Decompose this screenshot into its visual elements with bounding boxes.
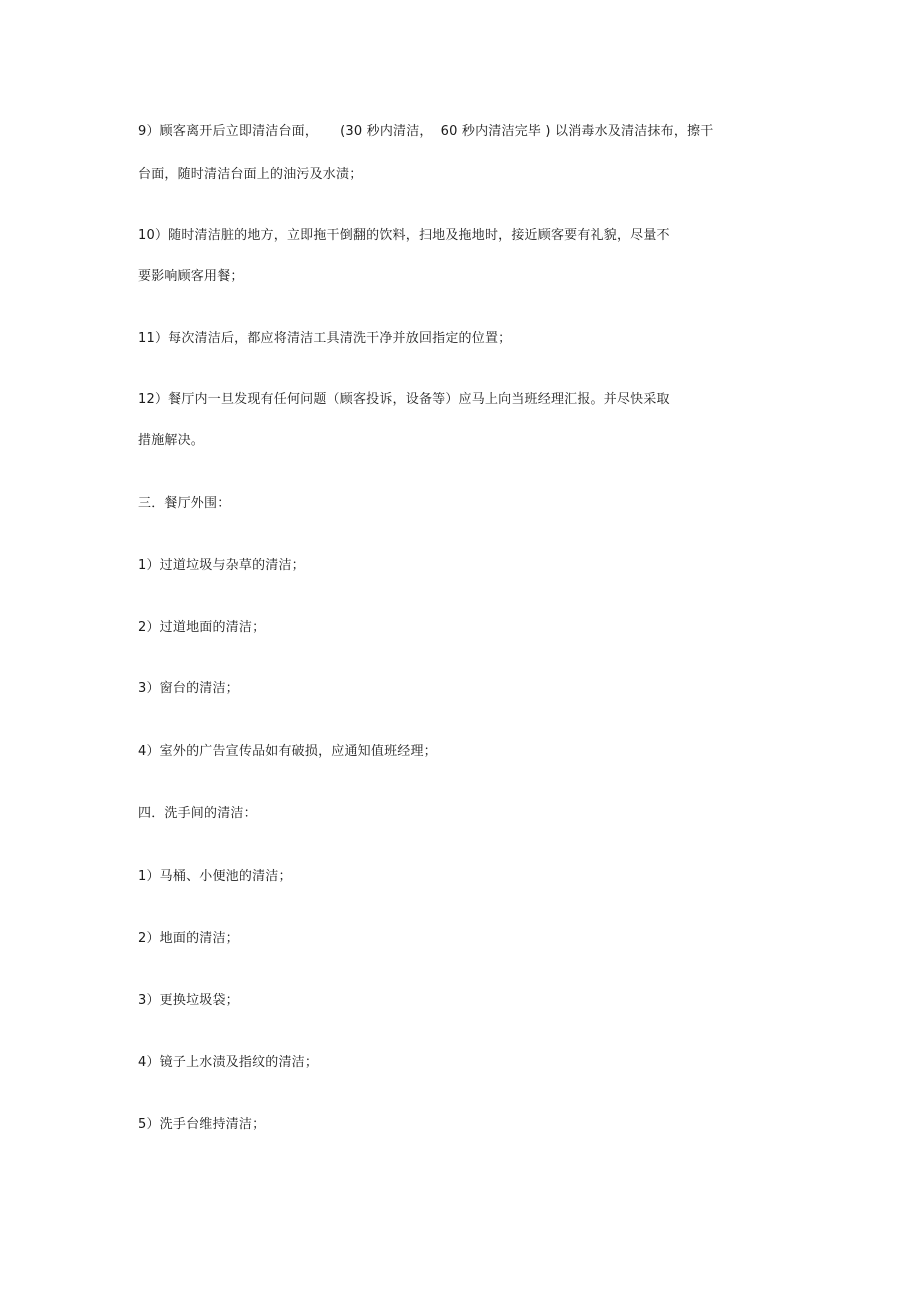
- item-9-text-b: (30 秒内清洁，: [340, 124, 433, 139]
- section-4-item-4: 4）镜子上水渍及指纹的清洁；: [138, 1055, 319, 1070]
- section-4-heading: 四．洗手间的清洁：: [138, 806, 257, 821]
- item-12-line-1: 12）餐厅内一旦发现有任何问题（顾客投诉，设备等）应马上向当班经理汇报。并尽快采取: [138, 392, 670, 407]
- section-4-item-3: 3）更换垃圾袋；: [138, 993, 239, 1008]
- item-9-line-1: [138, 123, 713, 141]
- section-4-item-1: 1）马桶、小便池的清洁；: [138, 869, 292, 884]
- section-3-item-3: 3）窗台的清洁；: [138, 681, 239, 696]
- section-4-item-5: 5）洗手台维持清洁；: [138, 1117, 266, 1132]
- item-9-text-c: 60 秒内清洁完毕 ) 以消毒水及清洁抹布，擦干: [440, 124, 714, 139]
- section-3-item-2: 2）过道地面的清洁；: [138, 620, 266, 635]
- section-3-item-1: 1）过道垃圾与杂草的清洁；: [138, 558, 305, 573]
- section-3-heading: 三．餐厅外围：: [138, 496, 231, 511]
- item-10-line-2: 要影响顾客用餐；: [138, 269, 244, 284]
- item-9-text-a: 9）顾客离开后立即清洁台面，: [138, 124, 319, 139]
- item-11: 11）每次清洁后，都应将清洁工具清洗干净并放回指定的位置；: [138, 331, 512, 346]
- section-3-item-4: 4）室外的广告宣传品如有破损，应通知值班经理；: [138, 744, 437, 759]
- item-10-line-1: 10）随时清洁脏的地方，立即拖干倒翻的饮料，扫地及拖地时，接近顾客要有礼貌，尽量不: [138, 228, 670, 243]
- section-4-item-2: 2）地面的清洁；: [138, 931, 239, 946]
- item-9-line-2: 台面，随时清洁台面上的油污及水渍；: [138, 167, 363, 182]
- item-12-line-2: 措施解决。: [138, 433, 205, 448]
